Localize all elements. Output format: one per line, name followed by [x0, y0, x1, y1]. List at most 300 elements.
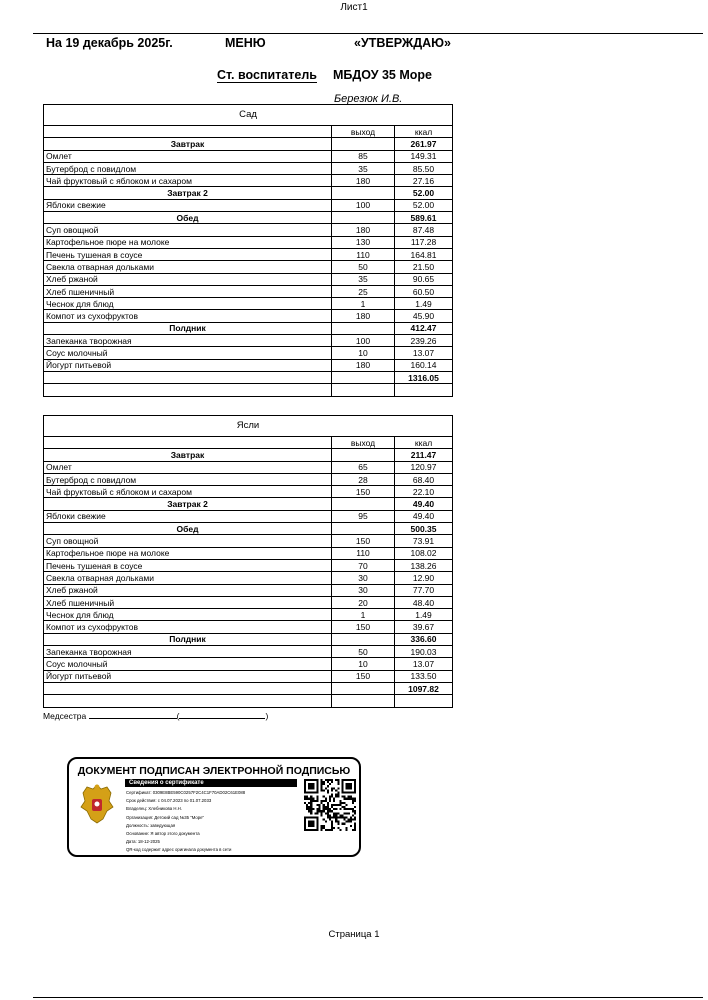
qr-module — [352, 808, 354, 810]
qr-module — [325, 806, 327, 808]
qr-module — [321, 800, 323, 802]
header-output: выход — [332, 437, 395, 449]
output-cell: 180 — [332, 359, 395, 371]
dish-name: Йогурт питьевой — [44, 359, 332, 371]
output-cell — [332, 523, 395, 535]
qr-module — [346, 829, 348, 831]
qr-module — [329, 779, 331, 781]
kcal-cell: 87.48 — [395, 224, 453, 236]
qr-module — [348, 812, 350, 814]
dish-name: Свекла отварная дольками — [44, 261, 332, 273]
table-row — [44, 584, 453, 596]
qr-module — [337, 816, 339, 818]
qr-module — [354, 800, 356, 802]
qr-module — [354, 810, 356, 812]
output-cell: 35 — [332, 273, 395, 285]
dish-name: Соус молочный — [44, 347, 332, 359]
output-cell: 70 — [332, 559, 395, 571]
qr-module — [350, 821, 352, 823]
kcal-cell: 160.14 — [395, 359, 453, 371]
qr-module — [354, 823, 356, 825]
qr-module — [337, 794, 339, 796]
kcal-cell: 589.61 — [395, 212, 453, 224]
dish-name: Йогурт питьевой — [44, 670, 332, 682]
output-cell: 130 — [332, 236, 395, 248]
qr-module — [331, 827, 333, 829]
qr-module — [310, 808, 312, 810]
meal-section-row — [44, 138, 453, 150]
dish-name: Компот из сухофруктов — [44, 621, 332, 633]
qr-module — [335, 808, 337, 810]
qr-module — [329, 783, 331, 785]
kcal-cell: 12.90 — [395, 572, 453, 584]
approver-position: Ст. воспитатель — [217, 68, 317, 82]
table-title: Ясли — [44, 416, 453, 437]
qr-module — [333, 798, 335, 800]
table-row — [44, 596, 453, 608]
kcal-cell: 49.40 — [395, 510, 453, 522]
qr-module — [333, 787, 335, 789]
dish-name: Печень тушеная в соусе — [44, 559, 332, 571]
kcal-cell: 52.00 — [395, 199, 453, 211]
output-cell: 10 — [332, 658, 395, 670]
output-cell — [332, 138, 395, 150]
qr-module — [354, 798, 356, 800]
qr-module — [316, 800, 318, 802]
output-cell: 100 — [332, 199, 395, 211]
e-signature-stamp — [67, 757, 361, 857]
kcal-cell: 73.91 — [395, 535, 453, 547]
dish-name: Завтрак — [44, 449, 332, 461]
table-row — [44, 162, 453, 174]
table-row — [44, 535, 453, 547]
dish-name — [44, 371, 332, 383]
qr-module — [354, 812, 356, 814]
table-row — [44, 236, 453, 248]
header-kcal: ккал — [395, 126, 453, 138]
signature-blank — [89, 710, 177, 719]
kcal-cell: 48.40 — [395, 596, 453, 608]
kcal-cell: 1.49 — [395, 609, 453, 621]
qr-module — [352, 814, 354, 816]
qr-module — [327, 829, 329, 831]
qr-module — [323, 819, 325, 821]
table-row — [44, 298, 453, 310]
qr-module — [327, 812, 329, 814]
table-row — [44, 486, 453, 498]
dish-name: Хлеб пшеничный — [44, 285, 332, 297]
qr-module — [321, 812, 323, 814]
qr-module — [314, 800, 316, 802]
kcal-cell — [395, 384, 453, 396]
kcal-cell — [395, 695, 453, 707]
qr-module — [323, 806, 325, 808]
top-divider — [33, 33, 703, 34]
qr-module — [321, 787, 323, 789]
dish-name: Компот из сухофруктов — [44, 310, 332, 322]
certificate-line: Владелец: Хлебникова Н.Н. — [126, 806, 182, 812]
qr-module — [325, 779, 327, 781]
qr-module — [321, 829, 323, 831]
qr-module — [323, 789, 325, 791]
output-cell: 95 — [332, 510, 395, 522]
nurse-label: Медсестра — [43, 711, 87, 721]
qr-module — [339, 808, 341, 810]
qr-module — [335, 779, 337, 781]
qr-module — [310, 800, 312, 802]
dish-name: Чеснок для блюд — [44, 609, 332, 621]
qr-module — [329, 808, 331, 810]
output-cell: 35 — [332, 162, 395, 174]
kcal-cell: 39.67 — [395, 621, 453, 633]
certificate-line: Основание: Я автор этого документа — [126, 831, 200, 837]
qr-module — [325, 812, 327, 814]
output-cell: 150 — [332, 621, 395, 633]
qr-module — [314, 812, 316, 814]
qr-module — [306, 796, 308, 798]
output-cell — [332, 371, 395, 383]
table-row — [44, 461, 453, 473]
dish-name — [44, 682, 332, 694]
output-cell: 150 — [332, 670, 395, 682]
qr-module — [333, 808, 335, 810]
kcal-cell: 239.26 — [395, 335, 453, 347]
stamp-title: ДОКУМЕНТ ПОДПИСАН ЭЛЕКТРОННОЙ ПОДПИСЬЮ — [77, 765, 351, 777]
output-cell: 100 — [332, 335, 395, 347]
dish-name: Яблоки свежие — [44, 510, 332, 522]
qr-module — [325, 798, 327, 800]
menu-table-garden — [43, 104, 453, 397]
output-cell: 25 — [332, 285, 395, 297]
dish-name: Бутерброд с повидлом — [44, 162, 332, 174]
qr-module — [316, 808, 318, 810]
qr-module — [333, 804, 335, 806]
kcal-cell: 120.97 — [395, 461, 453, 473]
kcal-cell: 1097.82 — [395, 682, 453, 694]
qr-module — [316, 798, 318, 800]
paren-close: ) — [265, 711, 269, 721]
qr-module — [331, 829, 333, 831]
qr-module — [327, 789, 329, 791]
table-title-row — [44, 105, 453, 126]
qr-module — [321, 802, 323, 804]
qr-module — [321, 825, 323, 827]
qr-module — [327, 804, 329, 806]
table-row — [44, 224, 453, 236]
kcal-cell: 117.28 — [395, 236, 453, 248]
dish-name — [44, 384, 332, 396]
qr-module — [339, 804, 341, 806]
qr-module — [344, 812, 346, 814]
qr-module — [323, 808, 325, 810]
dish-name: Хлеб ржаной — [44, 273, 332, 285]
dish-name: Омлет — [44, 150, 332, 162]
header-name-cell — [44, 126, 332, 138]
qr-module — [348, 798, 350, 800]
qr-module — [327, 814, 329, 816]
dish-name: Соус молочный — [44, 658, 332, 670]
output-cell — [332, 682, 395, 694]
dish-name: Обед — [44, 212, 332, 224]
qr-module — [346, 812, 348, 814]
kcal-cell: 500.35 — [395, 523, 453, 535]
qr-module — [346, 783, 352, 789]
qr-module — [335, 821, 337, 823]
kcal-cell: 138.26 — [395, 559, 453, 571]
qr-module — [348, 796, 350, 798]
kcal-cell: 49.40 — [395, 498, 453, 510]
output-cell: 50 — [332, 646, 395, 658]
qr-module — [310, 806, 312, 808]
dish-name: Картофельное пюре на молоке — [44, 547, 332, 559]
kcal-cell: 164.81 — [395, 248, 453, 260]
total-row — [44, 371, 453, 383]
output-cell: 28 — [332, 473, 395, 485]
qr-code-icon — [304, 779, 356, 831]
coat-of-arms-icon — [77, 781, 117, 825]
qr-module — [331, 806, 333, 808]
table-row — [44, 658, 453, 670]
organization-name: МБДОУ 35 Море — [333, 68, 432, 82]
nurse-signature-line — [43, 710, 268, 721]
output-cell: 1 — [332, 609, 395, 621]
table-row — [44, 621, 453, 633]
certificate-line: Дата: 18-12-2025 — [126, 839, 160, 845]
qr-module — [337, 796, 339, 798]
certificate-info-label: Сведения о сертификате — [125, 779, 297, 787]
qr-module — [337, 812, 339, 814]
table-row — [44, 248, 453, 260]
qr-module — [316, 812, 318, 814]
dish-name: Хлеб пшеничный — [44, 596, 332, 608]
dish-name: Запеканка творожная — [44, 646, 332, 658]
table-row — [44, 609, 453, 621]
qr-module — [325, 787, 327, 789]
output-cell: 180 — [332, 310, 395, 322]
table-title: Сад — [44, 105, 453, 126]
dish-name: Омлет — [44, 461, 332, 473]
qr-module — [323, 825, 325, 827]
meal-section-row — [44, 187, 453, 199]
output-cell: 180 — [332, 175, 395, 187]
table-row — [44, 199, 453, 211]
qr-module — [304, 796, 306, 798]
kcal-cell: 27.16 — [395, 175, 453, 187]
qr-module — [333, 816, 335, 818]
qr-module — [346, 804, 348, 806]
output-cell — [332, 633, 395, 645]
approver-name: Березюк И.В. — [334, 93, 403, 105]
qr-module — [325, 800, 327, 802]
kcal-cell: 90.65 — [395, 273, 453, 285]
qr-module — [310, 810, 312, 812]
kcal-cell: 52.00 — [395, 187, 453, 199]
qr-module — [310, 802, 312, 804]
dish-name: Яблоки свежие — [44, 199, 332, 211]
kcal-cell: 133.50 — [395, 670, 453, 682]
dish-name: Завтрак 2 — [44, 187, 332, 199]
qr-module — [350, 798, 352, 800]
qr-module — [339, 814, 341, 816]
qr-module — [339, 816, 341, 818]
dish-name — [44, 695, 332, 707]
output-cell: 10 — [332, 347, 395, 359]
qr-module — [337, 779, 339, 781]
certificate-line: Сертификат: 0309E8BE590C0257F2C4C1F70AD02C61E088 — [126, 790, 246, 795]
qr-module — [352, 802, 354, 804]
qr-module — [335, 796, 337, 798]
qr-module — [354, 825, 356, 827]
certificate-details — [126, 789, 304, 855]
dish-name: Завтрак — [44, 138, 332, 150]
qr-module — [344, 819, 346, 821]
qr-module — [321, 781, 323, 783]
qr-module — [308, 802, 310, 804]
output-cell — [332, 212, 395, 224]
qr-module — [329, 810, 331, 812]
header-kcal: ккал — [395, 437, 453, 449]
qr-module — [308, 821, 314, 827]
qr-module — [331, 779, 333, 781]
qr-module — [339, 800, 341, 802]
table-row — [44, 347, 453, 359]
qr-module — [329, 819, 331, 821]
column-header-row — [44, 126, 453, 138]
qr-module — [323, 810, 325, 812]
dish-name: Запеканка творожная — [44, 335, 332, 347]
dish-name: Суп овощной — [44, 535, 332, 547]
qr-module — [337, 804, 339, 806]
table-row — [44, 150, 453, 162]
table-row — [44, 273, 453, 285]
qr-module — [329, 798, 331, 800]
qr-module — [344, 802, 346, 804]
table-row — [44, 572, 453, 584]
qr-module — [331, 796, 333, 798]
qr-module — [346, 821, 348, 823]
page-number: Страница 1 — [328, 929, 380, 940]
qr-module — [346, 808, 348, 810]
kcal-cell: 60.50 — [395, 285, 453, 297]
table-title-row — [44, 416, 453, 437]
qr-module — [327, 779, 329, 781]
qr-module — [329, 829, 331, 831]
qr-module — [331, 804, 333, 806]
qr-module — [337, 827, 339, 829]
table-row — [44, 695, 453, 707]
qr-module — [321, 779, 323, 781]
output-cell: 110 — [332, 547, 395, 559]
qr-module — [319, 806, 321, 808]
dish-name: Суп овощной — [44, 224, 332, 236]
bottom-divider — [33, 997, 703, 998]
qr-module — [321, 827, 323, 829]
qr-module — [333, 814, 335, 816]
dish-name: Чай фруктовый с яблоком и сахаром — [44, 486, 332, 498]
qr-module — [348, 819, 350, 821]
table-row — [44, 310, 453, 322]
qr-module — [327, 802, 329, 804]
qr-module — [350, 796, 352, 798]
certificate-line: Срок действия: с 04.07.2023 по 01.07.2033 — [126, 798, 212, 804]
qr-module — [331, 789, 333, 791]
qr-module — [352, 819, 354, 821]
output-cell: 30 — [332, 584, 395, 596]
qr-module — [331, 787, 333, 789]
qr-module — [339, 829, 341, 831]
output-cell: 150 — [332, 486, 395, 498]
qr-module — [306, 806, 308, 808]
table-row — [44, 175, 453, 187]
qr-module — [344, 806, 346, 808]
qr-module — [321, 783, 323, 785]
table-row — [44, 559, 453, 571]
meal-section-row — [44, 322, 453, 334]
kcal-cell: 85.50 — [395, 162, 453, 174]
qr-module — [341, 814, 343, 816]
total-row — [44, 682, 453, 694]
qr-module — [350, 808, 352, 810]
table-row — [44, 359, 453, 371]
qr-module — [331, 810, 333, 812]
qr-module — [344, 816, 346, 818]
qr-module — [310, 798, 312, 800]
qr-module — [327, 781, 329, 783]
kcal-cell: 1316.05 — [395, 371, 453, 383]
qr-module — [354, 806, 356, 808]
paren-open: ( — [176, 711, 180, 721]
column-header-row — [44, 437, 453, 449]
sheet-title: Лист1 — [340, 2, 368, 13]
kcal-cell: 77.70 — [395, 584, 453, 596]
table-row — [44, 510, 453, 522]
qr-module — [335, 816, 337, 818]
dish-name: Полдник — [44, 633, 332, 645]
dish-name: Чай фруктовый с яблоком и сахаром — [44, 175, 332, 187]
table-row — [44, 384, 453, 396]
qr-module — [319, 808, 321, 810]
qr-module — [344, 823, 346, 825]
kcal-cell: 45.90 — [395, 310, 453, 322]
qr-module — [310, 804, 312, 806]
dish-name: Картофельное пюре на молоке — [44, 236, 332, 248]
qr-module — [310, 796, 312, 798]
qr-module — [321, 810, 323, 812]
qr-module — [308, 806, 310, 808]
output-cell — [332, 449, 395, 461]
kcal-cell: 190.03 — [395, 646, 453, 658]
qr-module — [348, 821, 350, 823]
qr-module — [316, 804, 318, 806]
qr-module — [350, 816, 352, 818]
output-cell — [332, 498, 395, 510]
qr-module — [337, 787, 339, 789]
dish-name: Хлеб ржаной — [44, 584, 332, 596]
qr-module — [312, 798, 314, 800]
qr-module — [331, 781, 333, 783]
dish-name: Полдник — [44, 322, 332, 334]
output-cell — [332, 695, 395, 707]
output-cell: 110 — [332, 248, 395, 260]
menu-heading: МЕНЮ — [225, 36, 266, 50]
qr-module — [327, 791, 329, 793]
table-row — [44, 261, 453, 273]
qr-module — [350, 819, 352, 821]
qr-module — [335, 812, 337, 814]
output-cell: 20 — [332, 596, 395, 608]
qr-module — [354, 827, 356, 829]
certificate-line: Организация: Детский сад №35 "Море" — [126, 814, 205, 820]
